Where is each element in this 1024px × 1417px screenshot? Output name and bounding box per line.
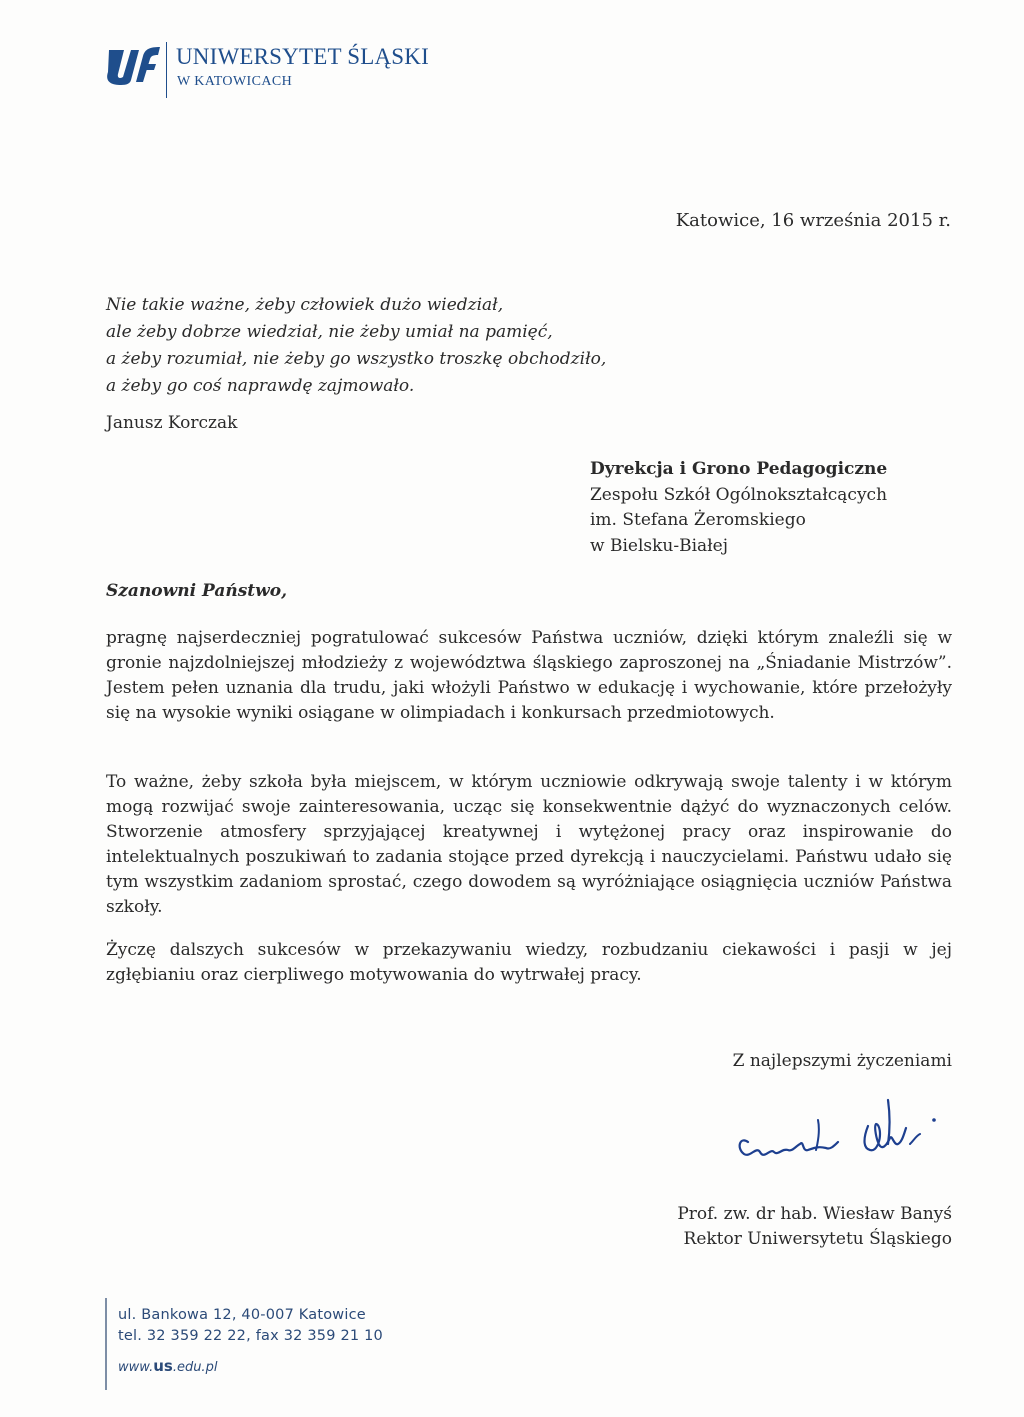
quote-line: a żeby rozumiał, nie żeby go wszystko troszkę obchodziło, xyxy=(106,349,607,369)
recipient-line: w Bielsku-Białej xyxy=(590,535,729,556)
quote-line: a żeby go coś naprawdę zajmowało. xyxy=(106,376,415,396)
quote-line: ale żeby dobrze wiedział, nie żeby umiał na pamięć, xyxy=(106,322,553,342)
footer xyxy=(118,1305,383,1375)
salutation: Szanowni Państwo, xyxy=(106,581,288,601)
signer-title: Rektor Uniwersytetu Śląskiego xyxy=(683,1229,952,1249)
signer-block xyxy=(677,1202,952,1252)
quote-line: Nie takie ważne, żeby człowiek dużo wiedział, xyxy=(106,295,504,315)
university-name: UNIWERSYTET ŚLĄSKI xyxy=(176,44,429,69)
footer-website xyxy=(118,1357,383,1375)
university-city: W KATOWICACH xyxy=(177,74,293,89)
website-suffix: .edu.pl xyxy=(172,1360,218,1375)
logo-divider xyxy=(166,42,167,98)
footer-phone: tel. 32 359 22 22, fax 32 359 21 10 xyxy=(118,1328,383,1344)
quote xyxy=(106,292,806,400)
website-prefix: www. xyxy=(118,1360,154,1375)
closing: Z najlepszymi życzeniami xyxy=(732,1051,952,1071)
recipient-line: Zespołu Szkół Ogólnokształcących xyxy=(590,484,888,505)
quote-author: Janusz Korczak xyxy=(106,413,238,433)
recipient-block xyxy=(590,457,950,559)
website-domain: us xyxy=(153,1357,173,1375)
university-logo-icon xyxy=(106,44,160,86)
body-paragraph: pragnę najserdeczniej pogratulować sukcesów Państwa uczniów, dzięki którym znaleźli się w gronie najzdolniejszej młodzieży z województwa śląskiego zaproszonej na „Śniadanie Mistrzów”. Jestem pełen uznania dla trudu, jaki włożyli Państwo w edukację i wychowanie, które przełożyły się na wysokie wyniki osiągane w olimpiadach i konkursach przedmiotowych. xyxy=(106,628,952,723)
footer-divider xyxy=(105,1298,107,1390)
recipient-line: im. Stefana Żeromskiego xyxy=(590,510,806,530)
letter-date: Katowice, 16 września 2015 r. xyxy=(675,210,951,231)
recipient-line: Dyrekcja i Grono Pedagogiczne xyxy=(590,459,888,479)
handwritten-signature-icon xyxy=(730,1090,950,1180)
body-paragraph: Życzę dalszych sukcesów w przekazywaniu wiedzy, rozbudzaniu ciekawości i pasji w jej zgłębianiu oraz cierpliwego motywowania do wytrwałej pracy. xyxy=(106,940,952,985)
signer-name: Prof. zw. dr hab. Wiesław Banyś xyxy=(677,1204,952,1224)
body-paragraph: To ważne, żeby szkoła była miejscem, w którym uczniowie odkrywają swoje talenty i w którym mogą rozwijać swoje zainteresowania, ucząc się konsekwentnie dążyć do wyznaczonych celów. Stworzenie atmosfery sprzyjającej kreatywnej i wytężonej pracy oraz inspirowanie do intelektualnych poszukiwań to zadania stojące przed dyrekcją i nauczycielami. Państwu udało się tym wszystkim zadaniom sprostać, czego dowodem są wyróżniające osiągnięcia uczniów Państwa szkoły. xyxy=(106,772,952,917)
footer-address: ul. Bankowa 12, 40-007 Katowice xyxy=(118,1307,366,1323)
